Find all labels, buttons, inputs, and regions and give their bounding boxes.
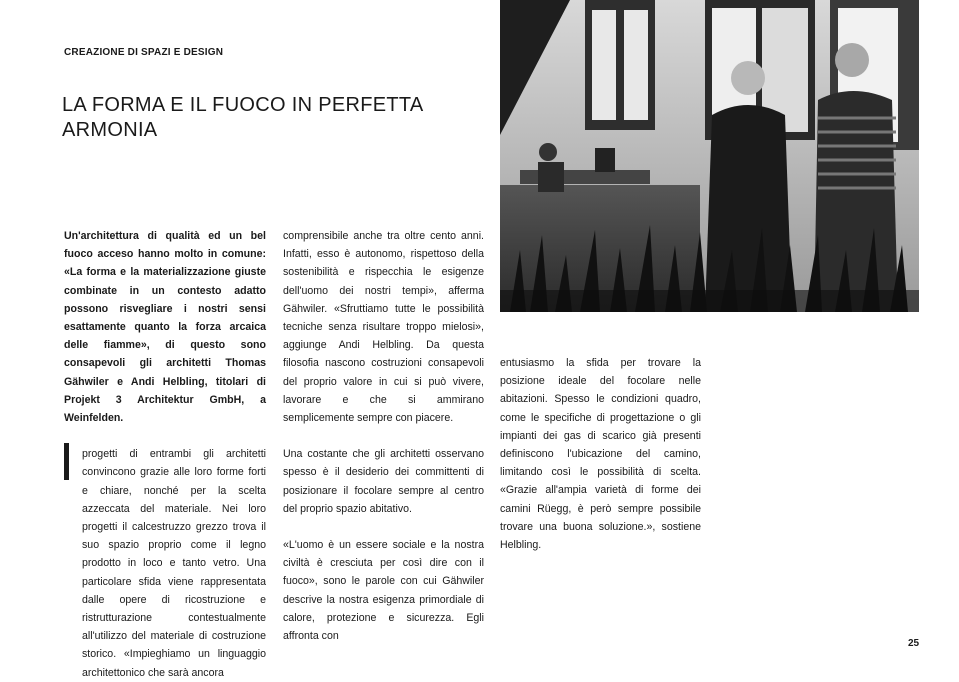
text-column-2 <box>283 227 484 645</box>
article-title: LA FORMA E IL FUOCO IN PERFETTA ARMONIA <box>62 94 423 141</box>
photo-illustration <box>500 0 919 312</box>
body-paragraph-4: «L'uomo è un essere sociale e la nostra civiltà è cresciuta per così dire con il fuoco», sono le parole con cui Gähwiler descrive la nostra esigenza primordiale di calore, protezione e sicurezza. Egli affronta con <box>283 539 484 643</box>
drop-cap-bar <box>64 443 69 480</box>
body-paragraph-2: comprensibile anche tra oltre cento anni. Infatti, esso è autonomo, rispettoso della sostenibilità e rispecchia le esigenze dell'uomo dei nostri tempi», afferma Gähwiler. «Sfruttiamo tutte le possibilità tecniche senza risultare troppo mielosi», aggiunge Andi Helbling. Da questa filosofia nascono costruzioni consapevoli del proprio valore in cui si può vivere, lavorare e che si ammirano semplicemente sempre con piacere. <box>283 230 484 425</box>
body-paragraph-3: Una costante che gli architetti osservano spesso è il desiderio dei committenti di posizionare il focolare sempre al centro del proprio spazio abitativo. <box>283 448 484 515</box>
lead-paragraph: Un'architettura di qualità ed un bel fuoco acceso hanno molto in comune: «La forma e la materializzazione giuste combinate in un contesto adatto possono risvegliare i nostri sensi esattamente quanto la forza arcaica delle fiamme», di questo sono consapevoli gli architetti Thomas Gähwiler e Andi Helbling, titolari di Projekt 3 Architektur GmbH, a Weinfelden. <box>64 230 266 425</box>
text-column-1 <box>64 227 266 682</box>
body-paragraph-5: entusiasmo la sfida per trovare la posizione ideale del focolare nelle abitazioni. Spesso le condizioni quadro, come le specifiche di progettazione o gli impianti dei gas di scarico già presenti definiscono l'ubicazione del camino, limitando così le possibilità di scelta. «Grazie all'ampia varietà di forme dei camini Rüegg, è però sempre possibile trovare una buona soluzione.», sostiene Helbling. <box>500 357 701 552</box>
body-paragraph-1 <box>64 445 266 682</box>
section-label: CREAZIONE DI SPAZI E DESIGN <box>64 47 224 58</box>
text-column-3 <box>500 354 701 554</box>
page-number: 25 <box>908 638 920 649</box>
architects-photo <box>500 0 919 312</box>
body-text-1: progetti di entrambi gli architetti convincono grazie alle loro forme forti e chiare, nonché per la scelta azzeccata del materiale. Nei loro progetti il calcestruzzo grezzo trova il suo spazio proprio come il legno prodotto in loco e tanto vetro. Una particolare sfida viene rappresentata dalle opere di ricostruzione e ristrutturazione contestualmente all'utilizzo del materiale di costruzione storico. «Impieghiamo un linguaggio architettonico che sarà ancora <box>82 448 266 679</box>
